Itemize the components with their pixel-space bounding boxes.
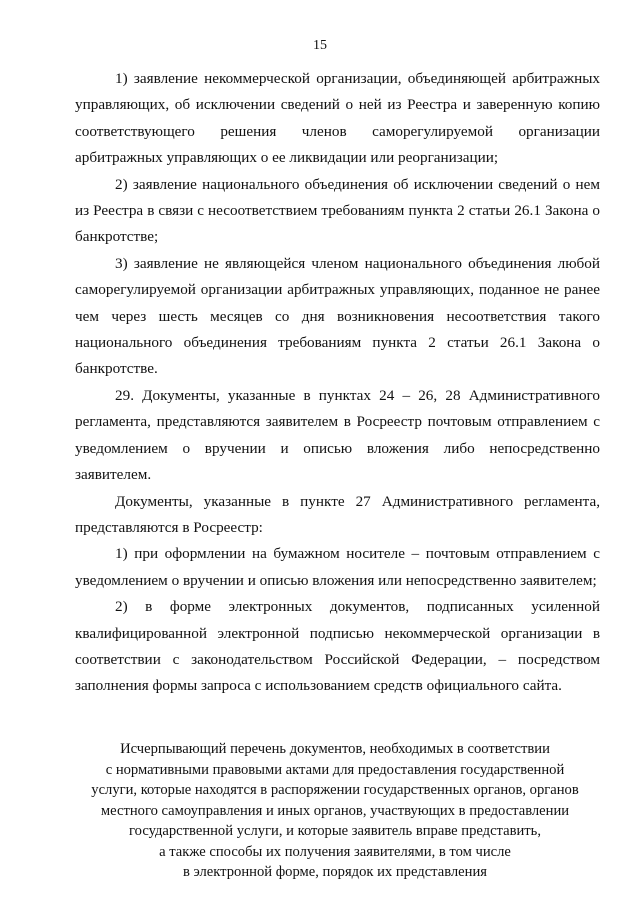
paragraph-item-1: 1) заявление некоммерческой организации, объединяющей арбитражных управляющих, об исключении сведений о ней из Реестра и заверенную копию соответствующего решения членов саморегулируемой организации арбитражных управляющих о ее ликвидации или реорганизации; [75, 70, 600, 167]
section-title-line: услуги, которые находятся в распоряжении государственных органов, органов [91, 782, 579, 798]
page-number: 15 [313, 38, 327, 53]
paragraph-29: 29. Документы, указанные в пунктах 24 – 26, 28 Административного регламента, представляются заявителем в Росреестр почтовым отправлением с уведомлением о вручении и описью вложения либо непосредственно заявителем. [75, 386, 600, 484]
paragraph-docs-27: Документы, указанные в пункте 27 Административного регламента, представляются в Росреестр: [75, 492, 600, 536]
section-title-line: в электронной форме, порядок их представления [182, 864, 487, 880]
body-text [75, 66, 600, 700]
paragraph-item-2: 2) заявление национального объединения об исключении сведений о нем из Реестра в связи с несоответствием требованиям пункта 2 статьи 26.1 Закона о банкротстве; [75, 175, 600, 246]
paragraph-paper-form: 1) при оформлении на бумажном носителе – почтовым отправлением с уведомлением о вручении и описью вложения или непосредственно заявителем; [75, 545, 600, 589]
section-title-line: государственной услуги, и которые заявитель вправе представить, [129, 823, 541, 839]
section-title [90, 739, 580, 883]
section-title-line: Исчерпывающий перечень документов, необходимых в соответствии [120, 741, 550, 757]
section-title-line: а также способы их получения заявителями, в том числе [159, 843, 511, 860]
paragraph-item-3: 3) заявление не являющейся членом национального объединения любой саморегулируемой организации арбитражных управляющих, поданное не ранее чем через шесть месяцев со дня возникновения несоответствия такого национального объединения требованиям пункта 2 статьи 26.1 Закона о банкротстве. [75, 254, 600, 378]
section-title-line: местного самоуправления и иных органов, участвующих в предоставлении [100, 802, 570, 819]
section-title-line: с нормативными правовыми актами для предоставления государственной [105, 761, 565, 778]
paragraph-electronic-form: 2) в форме электронных документов, подписанных усиленной квалифицированной электронной подписью некоммерческой организации в соответствии с законодательством Российской Федерации, – посредством заполнения формы запроса с использованием средств официального сайта. [75, 598, 600, 695]
